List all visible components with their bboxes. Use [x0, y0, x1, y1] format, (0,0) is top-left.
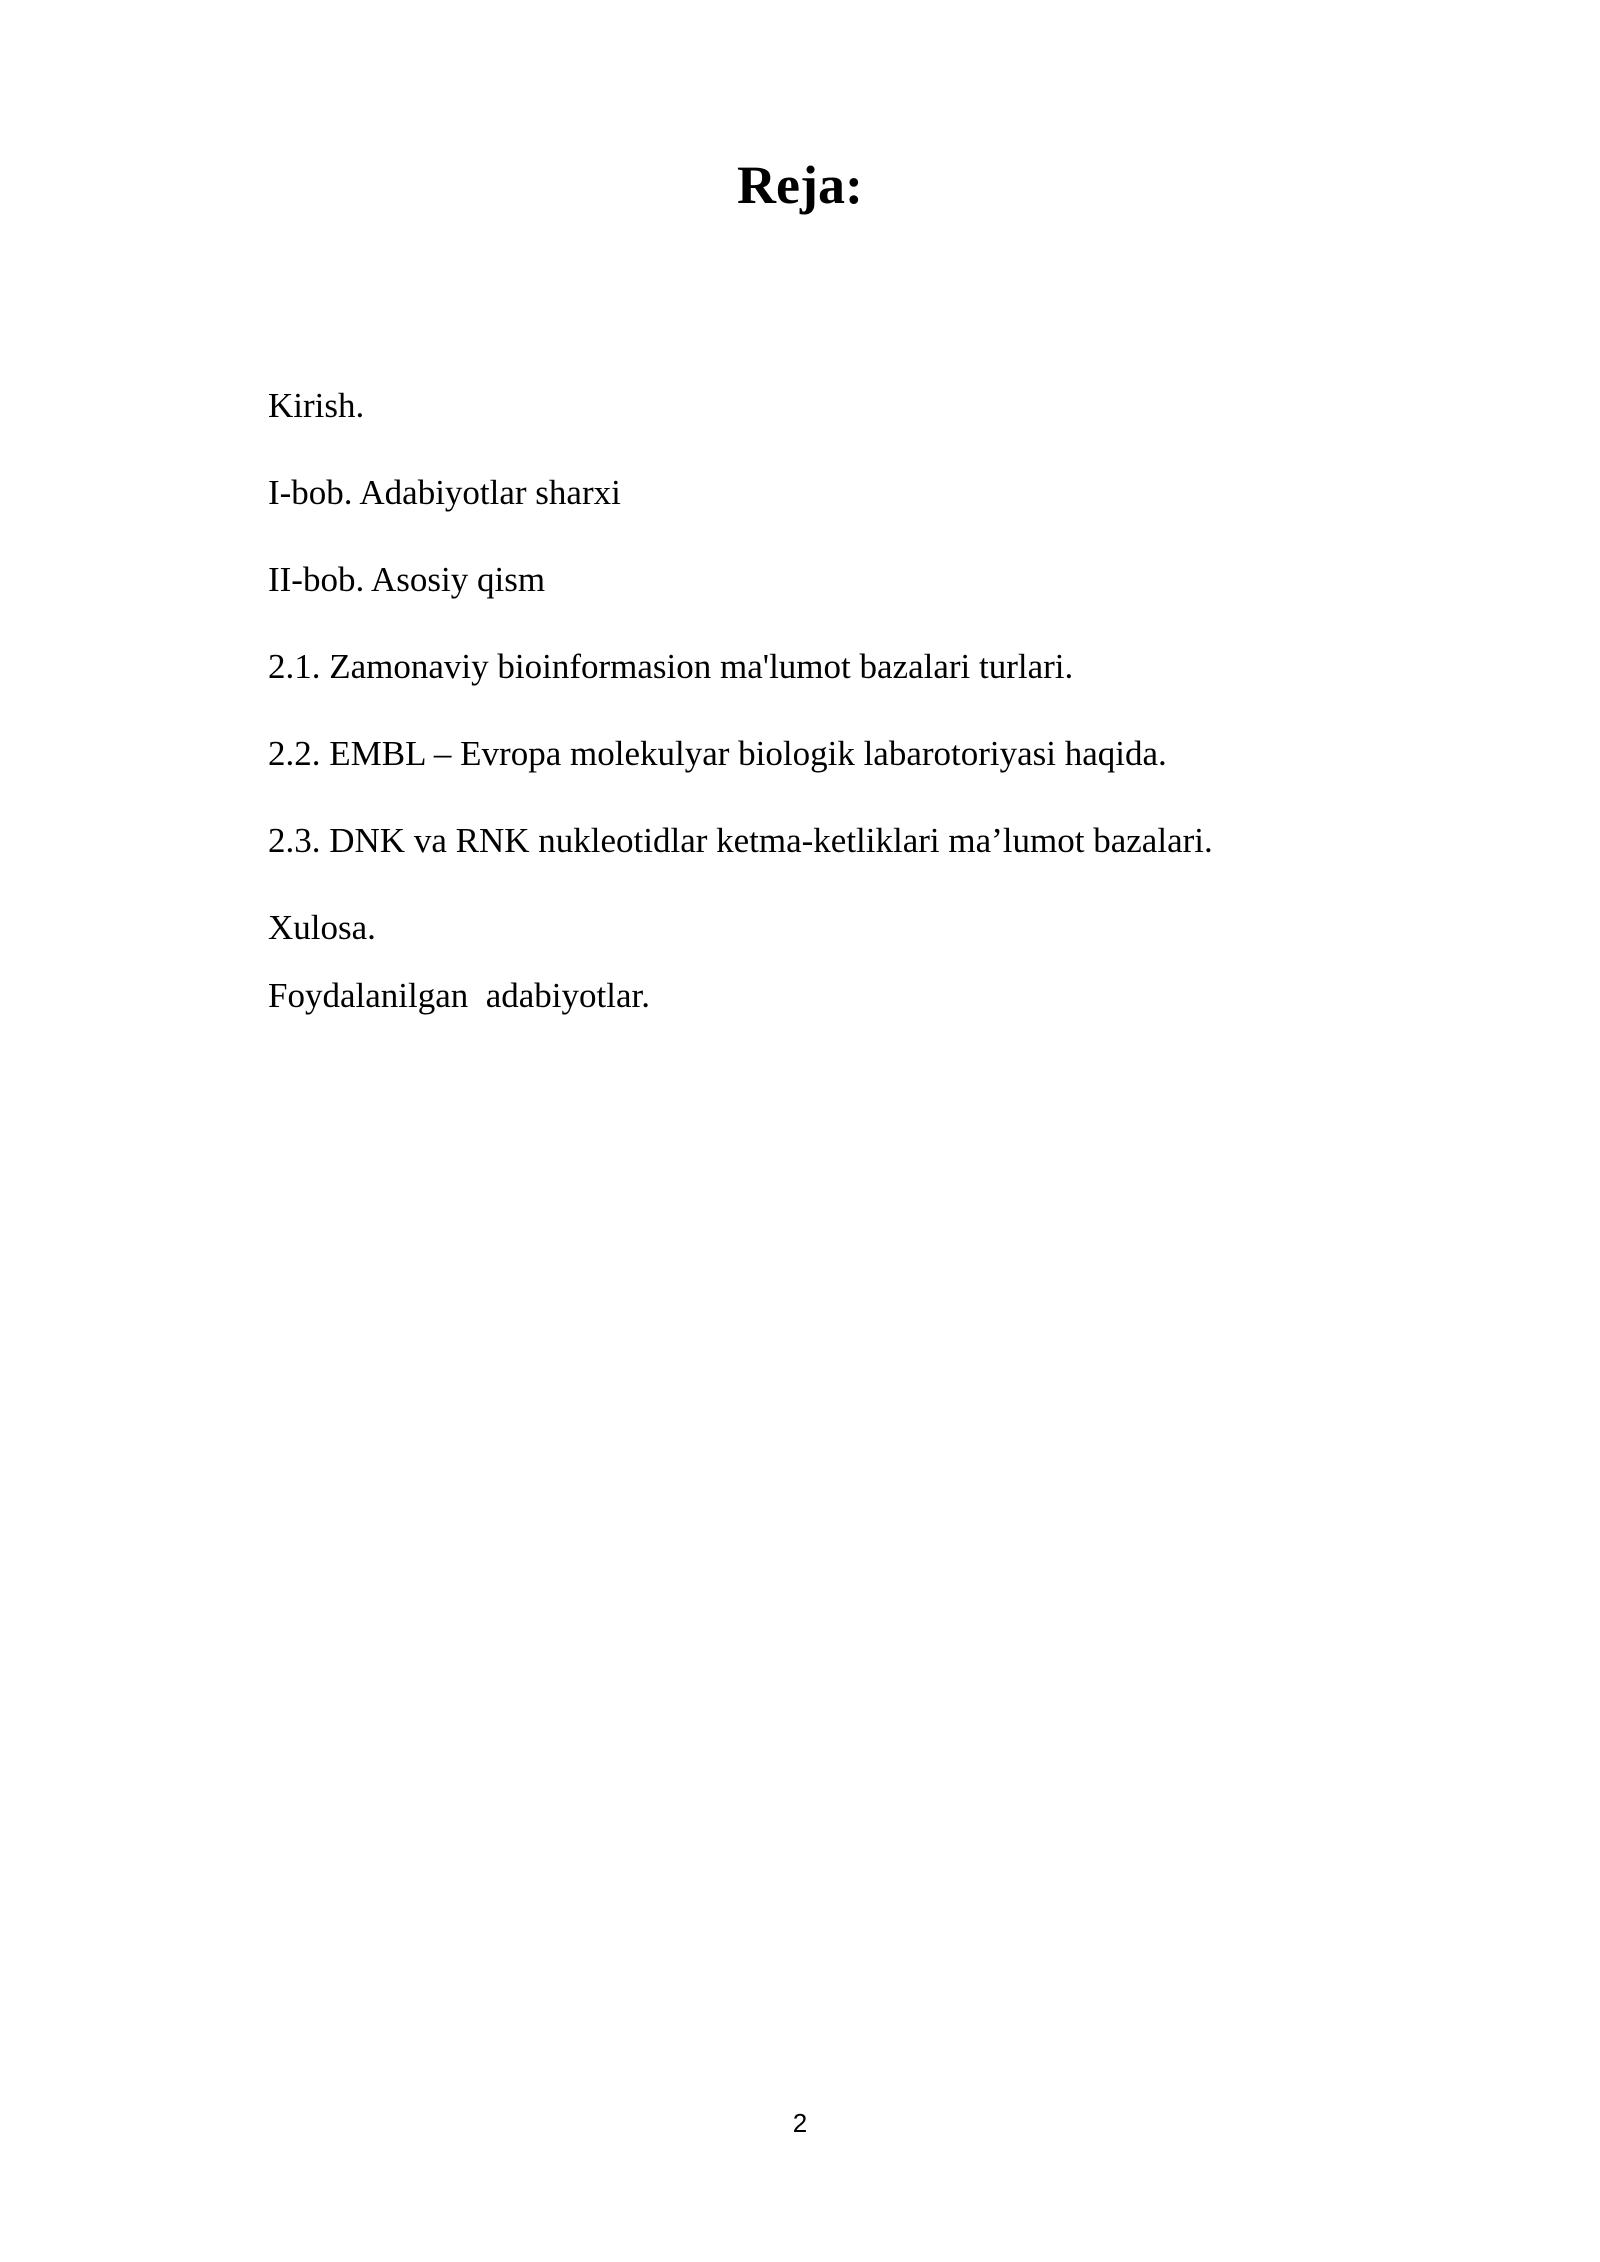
plan-item-chapter-2: II-bob. Asosiy qism	[268, 560, 546, 599]
page-title: Reja:	[737, 155, 863, 215]
plan-item-references: Foydalanilgan adabiyotlar.	[268, 976, 650, 1015]
page-number: 2	[792, 2108, 808, 2138]
plan-item-chapter-1: I-bob. Adabiyotlar sharxi	[268, 473, 621, 512]
plan-item-section-2-2: 2.2. EMBL – Evropa molekulyar biologik labarotoriyasi haqida.	[268, 734, 1167, 773]
plan-item-introduction: Kirish.	[268, 386, 365, 425]
plan-item-section-2-1: 2.1. Zamonaviy bioinformasion ma'lumot bazalari turlari.	[268, 647, 1074, 686]
plan-item-section-2-3: 2.3. DNK va RNK nukleotidlar ketma-ketliklari ma’lumot bazalari.	[268, 821, 1213, 860]
plan-item-conclusion: Xulosa.	[268, 908, 376, 947]
